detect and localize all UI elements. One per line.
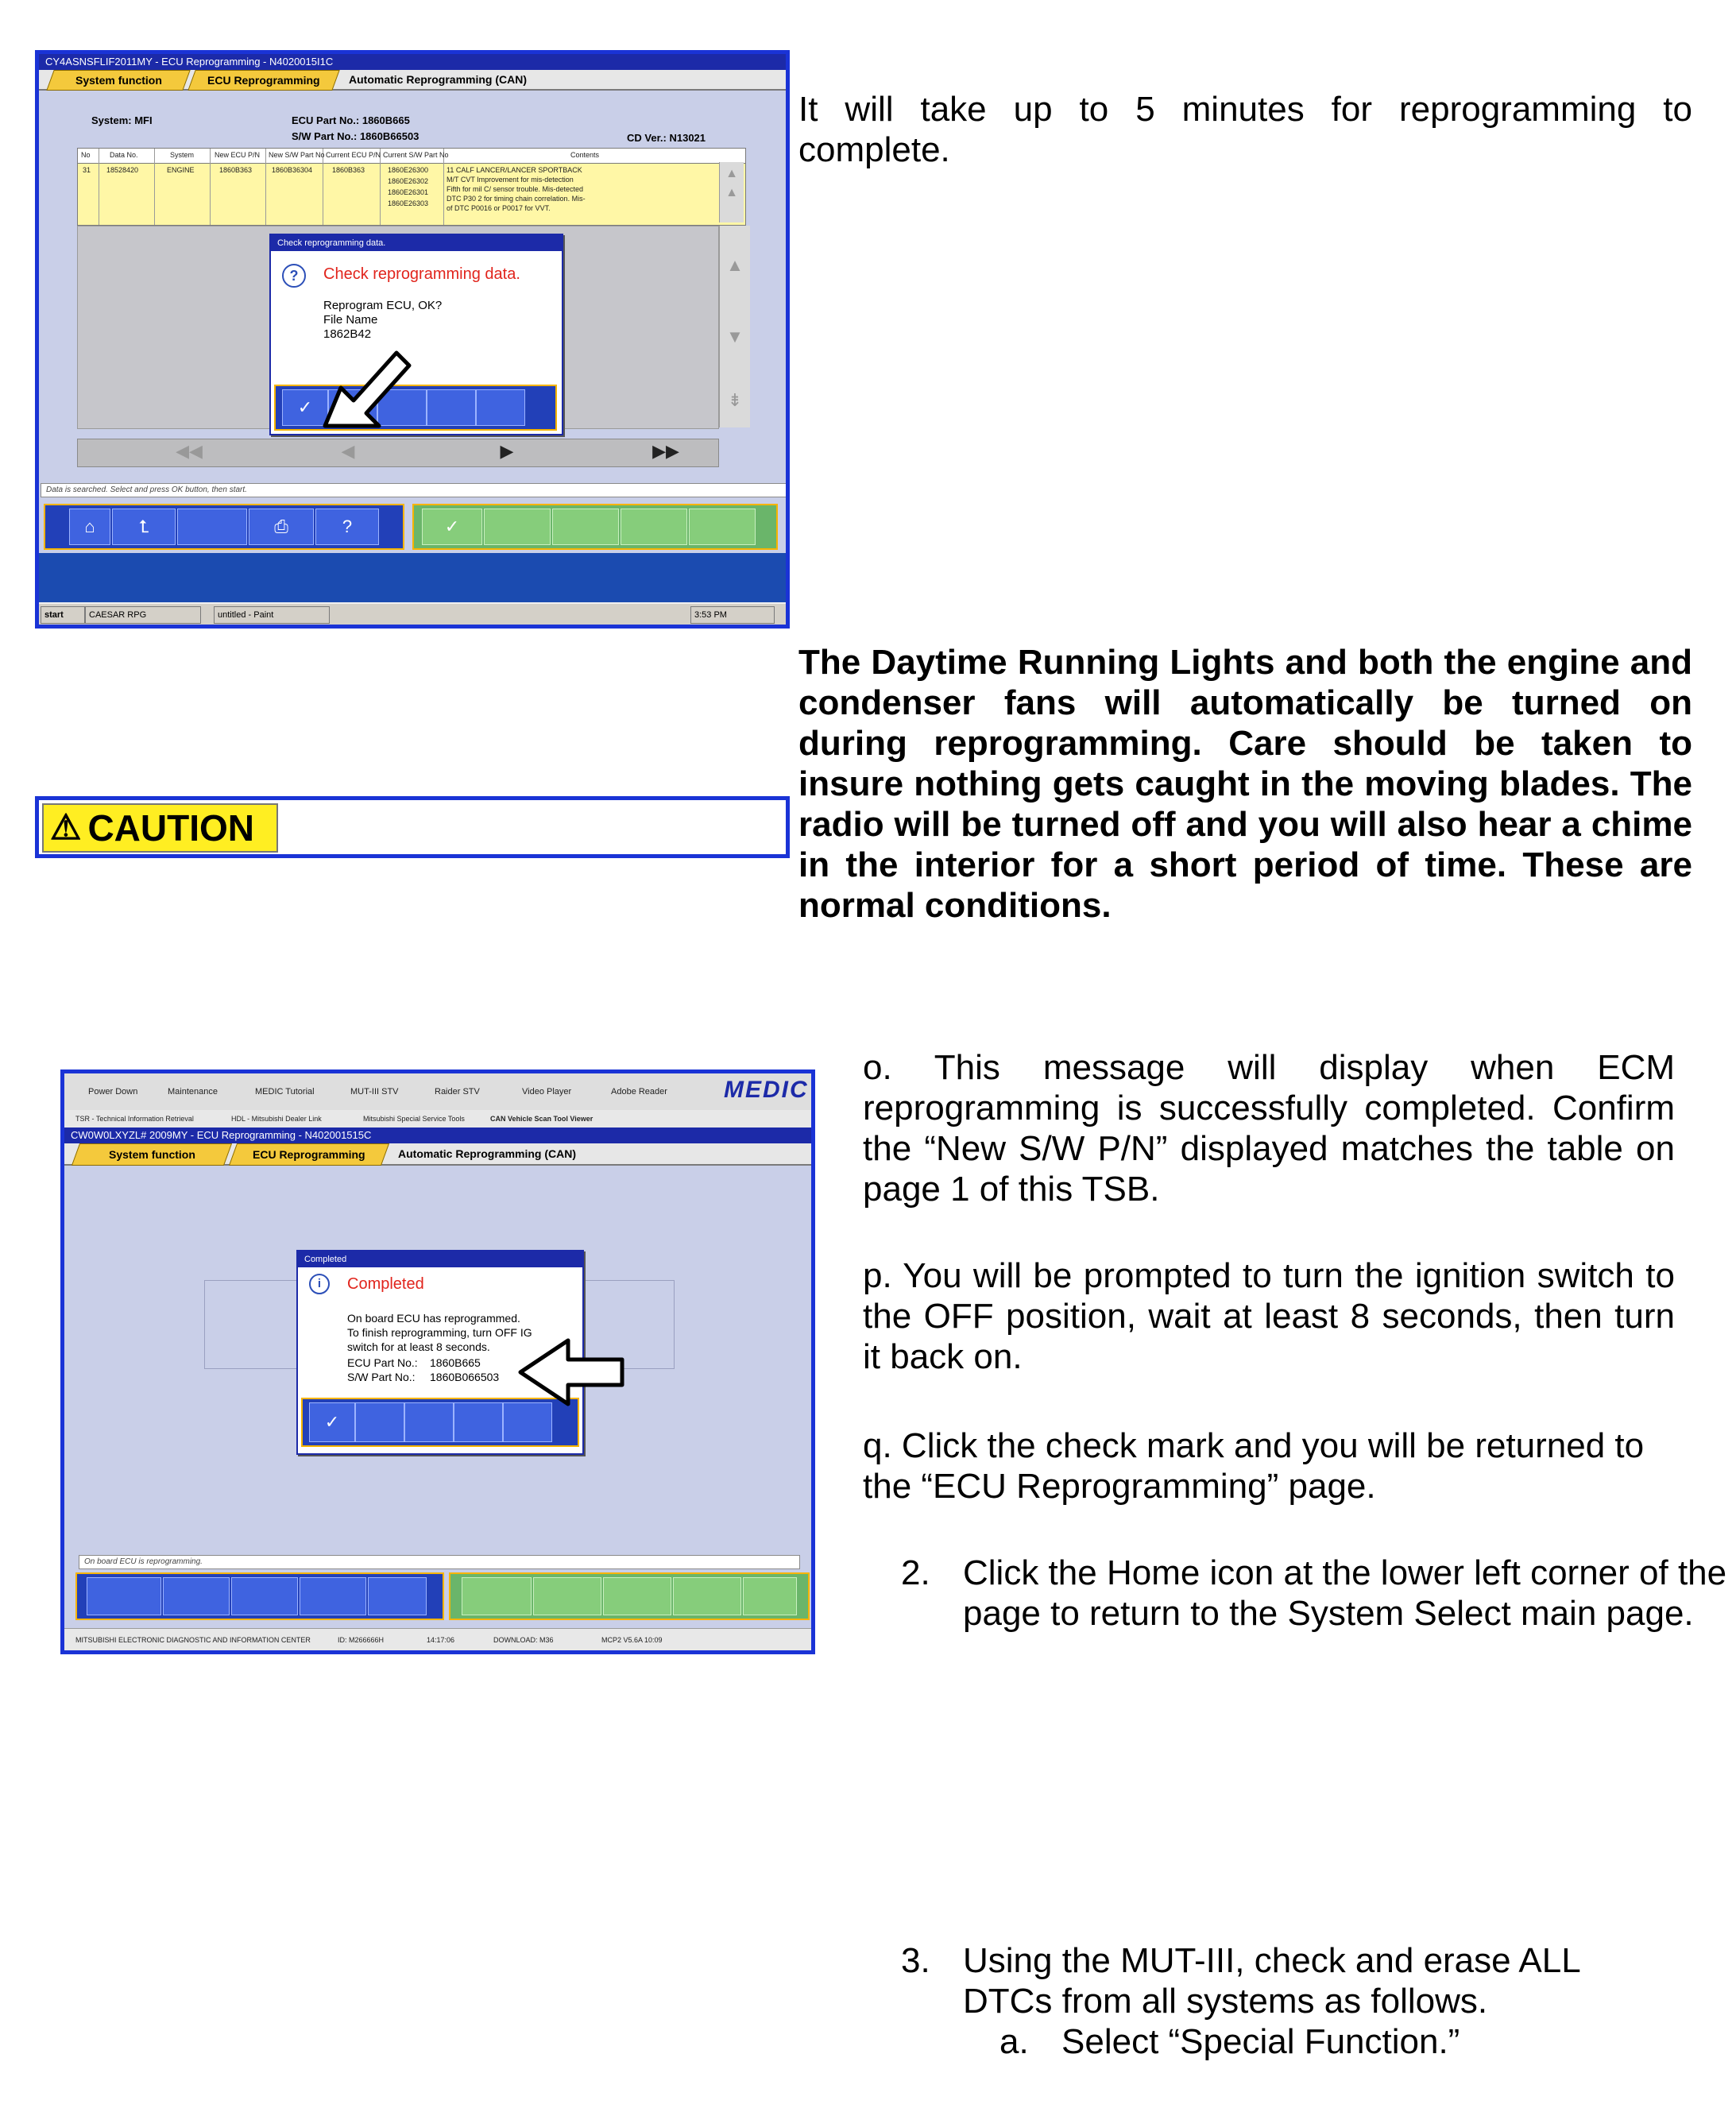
dialog-empty-2[interactable] [404,1402,454,1442]
ecu-part-label: ECU Part No.: [347,1356,418,1369]
menu-adobe-reader[interactable]: Adobe Reader [611,1087,667,1097]
step-3-number: 3. [901,1941,930,1980]
last-page-button[interactable]: ▶▶ [652,441,679,461]
green-bar-button-2[interactable] [533,1577,601,1615]
screenshot-check-reprogramming [35,50,790,629]
bar-button-2[interactable] [163,1577,230,1615]
sw-part-number: S/W Part No.: 1860B66503 [292,130,420,142]
menu-mut-iii-stv[interactable]: MUT-III STV [350,1087,399,1097]
green-bar-button-4[interactable] [673,1577,741,1615]
main-button-bar [44,504,404,550]
row-new-sw[interactable]: 1860B36304 [272,166,313,174]
row-contents-5[interactable]: of DTC P0016 or P0017 for VVT. [447,204,551,212]
reprogramming-data-table [77,148,746,226]
tab-automatic-reprogramming-2[interactable]: Automatic Reprogramming (CAN) [398,1147,577,1160]
row-contents-4[interactable]: DTC P30 2 for timing chain correlation. Mis- [447,195,586,203]
tab-system-function-2[interactable] [72,1143,232,1166]
row-current-sw-3[interactable]: 1860E26301 [388,188,429,196]
header-current-sw: Current S/W Part No [383,151,449,159]
step-q: q. Click the check mark and you will be returned to the “ECU Reprogramming” page. [863,1426,1645,1506]
tab-ecu-reprogramming[interactable] [188,70,339,91]
dialog-heading-2: Completed [347,1275,424,1293]
main-button-bar-2 [75,1572,444,1620]
bar-button-3[interactable] [231,1577,298,1615]
system-label: System: MFI [91,114,153,126]
dialog-title: Check reprogramming data. [271,235,562,251]
screenshot-completed [60,1069,815,1654]
help-icon: ? [342,516,353,536]
header-no: No [81,151,91,159]
taskbar-item-paint[interactable]: untitled - Paint [214,606,330,624]
statusbar-id: ID: M266666H [338,1636,385,1644]
row-new-ecu[interactable]: 1860B363 [219,166,253,174]
green-bar-button-5[interactable] [743,1577,797,1615]
print-icon: ⎙ [274,516,288,536]
step-p: p. You will be prompted to turn the ignition switch to the OFF position, wait at least 8 seconds, then turn it back on. [863,1256,1675,1376]
medic-menu-bar [64,1073,811,1111]
row-data-no[interactable]: 18528420 [106,166,139,174]
dialog-empty-4[interactable] [503,1402,552,1442]
dialog-line-2: File Name [323,313,378,327]
empty-button-3[interactable] [476,389,525,426]
screenshot-background [39,54,786,625]
caution-label [42,803,278,853]
green-bar-button-3[interactable] [603,1577,671,1615]
bottom-band [39,553,786,602]
toolbar-special-tools[interactable]: Mitsubishi Special Service Tools [363,1115,465,1123]
check-reprogramming-dialog [269,234,563,435]
ecu-part-value: 1860B665 [430,1356,481,1369]
reprogramming-time-note: It will take up to 5 minutes for reprogramming to complete. [798,90,1692,169]
caution-text-label: CAUTION [87,807,254,849]
check-icon: ✓ [324,1412,340,1432]
status-message-2: On board ECU is reprogramming. [79,1555,800,1569]
check-icon: ✓ [444,516,460,536]
step-3a-number: a. [999,2022,1029,2061]
caution-text: The Daytime Running Lights and both the engine and condenser fans will automatically be turned on during reprogramming. Care should be taken to insure nothing gets caught in the moving blades. The radio will be turned off and you will also hear a chime in the interior for a short period of time. These are normal conditions. [798,643,1692,925]
bar-button-1[interactable] [87,1577,161,1615]
dialog-empty-1[interactable] [355,1402,404,1442]
scroll-up-icon[interactable]: ▲ [725,167,738,180]
menu-power-down[interactable]: Power Down [88,1087,138,1097]
step-3-text: Using the MUT-III, check and erase ALL DTCs from all systems as follows. [963,1941,1580,2021]
header-current-ecu: Current ECU P/N [326,151,381,159]
scroll-page-up-icon[interactable]: ▲ [726,255,744,275]
statusbar-download: DOWNLOAD: M36 [493,1636,554,1644]
function-tabs [39,70,786,91]
back-button[interactable] [112,509,176,545]
statusbar-version: MCP2 V5.6A 10:09 [601,1636,663,1644]
header-contents: Contents [570,151,600,159]
function-tabs-2 [64,1143,811,1166]
toolbar-tsr[interactable]: TSR - Technical Information Retrieval [75,1115,194,1123]
bar-button-5[interactable] [368,1577,427,1615]
scroll-bottom-icon[interactable]: ⇟ [727,390,743,410]
start-button[interactable]: start [41,606,85,624]
row-contents-3[interactable]: Fifth for mil C/ sensor trouble. Mis-detected [447,185,584,193]
header-system: System [170,151,195,159]
green-bar-button-1[interactable] [462,1577,532,1615]
sw-part-label: S/W Part No.: [347,1371,416,1383]
header-new-sw: New S/W Part No [269,151,325,159]
home-icon: ⌂ [84,516,95,536]
navigation-row [77,439,719,467]
row-current-sw-4[interactable]: 1860E26303 [388,199,429,207]
print-button[interactable] [249,509,314,545]
ecu-part-number: ECU Part No.: 1860B665 [292,114,410,126]
tab-automatic-reprogramming[interactable]: Automatic Reprogramming (CAN) [349,73,528,86]
table-scrollbar[interactable] [719,162,744,222]
warning-triangle-icon: ⚠ [50,808,82,847]
step-2-number: 2. [901,1553,930,1592]
check-icon: ✓ [297,397,313,417]
next-page-button[interactable]: ▶ [500,441,514,461]
info-icon: i [309,1274,330,1294]
ok-check-button[interactable] [309,1402,355,1442]
bar-button-4[interactable] [300,1577,366,1615]
statusbar-time: 14:17:06 [427,1636,455,1644]
step-o: o. This message will display when ECM reprogramming is successfully completed. Confirm the “New S/W P/N” displayed matches the table on page 1 of this TSB. [863,1048,1675,1209]
toolbar-hdl[interactable]: HDL - Mitsubishi Dealer Link [231,1115,322,1123]
green-button-3[interactable] [552,509,619,545]
menu-medic-tutorial[interactable]: MEDIC Tutorial [255,1087,315,1097]
toolbar-can-viewer[interactable]: CAN Vehicle Scan Tool Viewer [490,1115,593,1123]
sw-part-value: 1860B066503 [430,1371,500,1383]
header-data-no: Data No. [110,151,138,159]
row-system[interactable]: ENGINE [167,166,195,174]
tab-system-function[interactable] [46,70,190,91]
statusbar-center: MITSUBISHI ELECTRONIC DIAGNOSTIC AND INFORMATION CENTER [75,1636,311,1644]
caution-box [35,796,790,858]
green-button-4[interactable] [621,509,687,545]
window-title: CY4ASNSFLIF2011MY - ECU Reprogramming - N4020015I1C [39,54,786,70]
pointer-arrow-icon [317,329,420,432]
action-button-bar-2 [449,1572,810,1620]
green-button-5[interactable] [689,509,756,545]
pointer-arrow-icon [517,1336,628,1407]
dialog-heading: Check reprogramming data. [323,265,520,283]
row-current-sw-2[interactable]: 1860E26302 [388,177,429,185]
window-title-2: CW0W0LXYZL# 2009MY - ECU Reprogramming - N402001515C [64,1127,811,1143]
cd-version: CD Ver.: N13021 [627,132,706,144]
row-current-ecu[interactable]: 1860B363 [332,166,365,174]
row-current-sw-1[interactable]: 1860E26300 [388,166,429,174]
empty-button[interactable] [177,509,247,545]
home-button[interactable] [69,509,110,545]
first-page-button[interactable]: ◀◀ [176,441,203,461]
up-arrow-icon: ⮤ [138,516,149,536]
dialog-line-1: Reprogram ECU, OK? [323,299,443,312]
confirm-button[interactable] [422,509,482,545]
medic-status-bar [64,1628,811,1652]
dialog-line-3: 1862B42 [323,327,372,341]
tab-label: System function [75,74,162,87]
row-contents-2[interactable]: M/T CVT Improvement for mis-detection [447,176,574,184]
taskbar-clock: 3:53 PM [690,606,775,624]
help-button[interactable] [315,509,379,545]
completed-line-1: On board ECU has reprogrammed. [347,1312,520,1325]
tab-label: ECU Reprogramming [253,1148,365,1161]
taskbar-item-caesar[interactable]: CAESAR RPG [85,606,201,624]
empty-button-2[interactable] [427,389,476,426]
scroll-page-down-icon[interactable]: ▼ [726,327,744,346]
medic-logo: MEDIC [724,1077,809,1103]
question-icon: ? [282,264,306,288]
status-message: Data is searched. Select and press OK button, then start. [41,483,790,497]
dialog-title-2: Completed [298,1251,582,1267]
action-button-bar [412,504,778,550]
medic-toolbar [64,1110,811,1128]
list-scrollbar[interactable] [719,226,750,427]
row-contents[interactable]: 11 CALF LANCER/LANCER SPORTBACK [447,166,582,174]
menu-video-player[interactable]: Video Player [522,1087,572,1097]
tab-label: ECU Reprogramming [207,74,320,87]
green-button-2[interactable] [484,509,551,545]
windows-taskbar [39,602,786,626]
step-2-text: Click the Home icon at the lower left corner of the page to return to the System Select main page. [963,1553,1727,1633]
dialog-empty-3[interactable] [454,1402,503,1442]
menu-raider-stv[interactable]: Raider STV [435,1087,480,1097]
completed-line-3: switch for at least 8 seconds. [347,1340,490,1353]
tab-label: System function [108,1148,195,1161]
scroll-up-small-icon[interactable]: ▲ [725,186,738,199]
prev-page-button[interactable]: ◀ [341,441,355,461]
step-3a-text: Select “Special Function.” [1061,2022,1460,2061]
completed-line-2: To finish reprogramming, turn OFF IG [347,1326,532,1339]
menu-maintenance[interactable]: Maintenance [168,1087,218,1097]
row-no[interactable]: 31 [83,166,91,174]
tab-ecu-reprogramming-2[interactable] [229,1143,389,1166]
header-new-ecu: New ECU P/N [215,151,261,159]
